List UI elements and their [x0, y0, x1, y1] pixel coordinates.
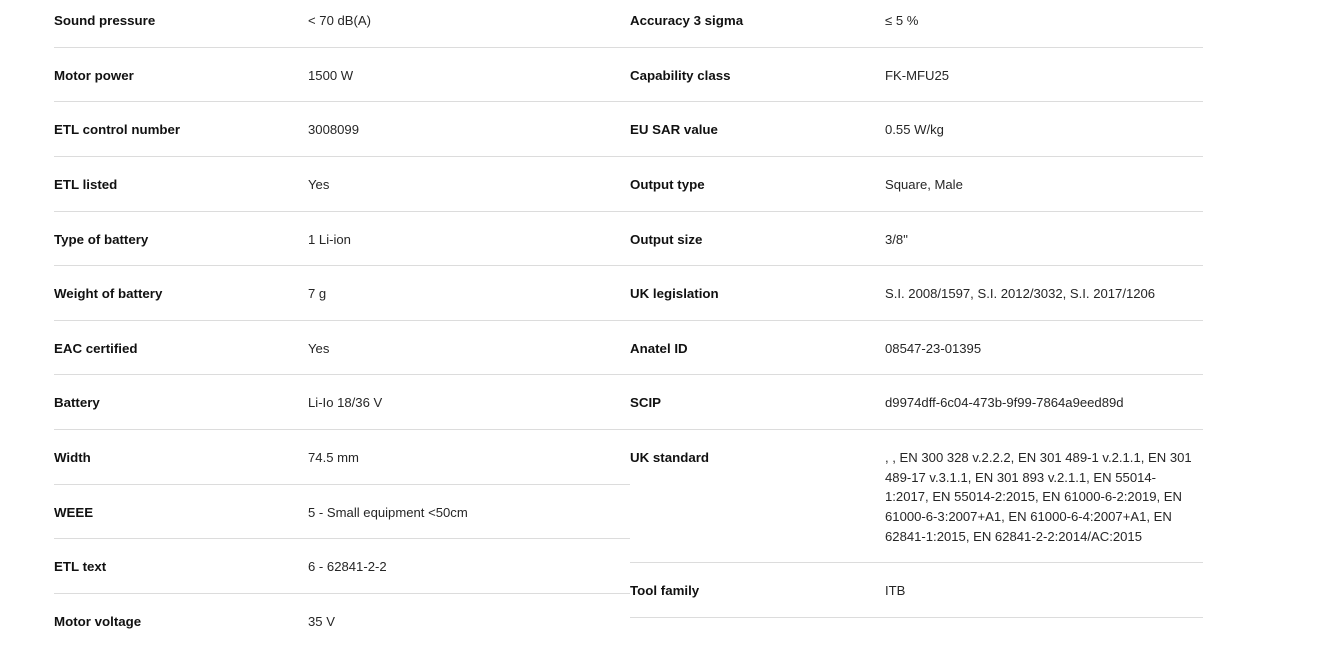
spec-label: Type of battery — [54, 231, 149, 247]
spec-label: Accuracy 3 sigma — [630, 13, 744, 28]
spec-value: 74.5 mm — [308, 450, 359, 466]
spec-value: , , EN 300 328 v.2.2.2, EN 301 489-1 v.2.1.1, EN 301 489-17 v.3.1.1, EN 301 893 v.2.1.1, EN 55014-1:2017, EN 55014-2:2015, EN 61000-6-2:2019, EN 61000-6-3:2007+A1, EN 61000-6-4:2007+A1, EN 62841-1:2015, EN 62841-2-2:2014/AC:2015 — [885, 450, 1192, 544]
table-row — [630, 321, 1203, 376]
table-row — [630, 375, 1203, 430]
spec-value: 0.55 W/kg — [885, 122, 944, 138]
table-row — [630, 48, 1203, 103]
spec-label: Output size — [630, 231, 703, 247]
spec-value: < 70 dB(A) — [308, 13, 371, 28]
spec-label: WEEE — [54, 504, 94, 520]
table-row — [630, 266, 1203, 321]
table-row — [630, 430, 1203, 563]
spec-label: ETL control number — [54, 122, 181, 138]
spec-value: ≤ 5 % — [885, 13, 919, 28]
spec-label: ETL listed — [54, 176, 118, 192]
table-row — [630, 563, 1203, 618]
spec-value: 08547-23-01395 — [885, 340, 982, 356]
spec-value: 7 g — [308, 286, 327, 302]
spec-label: Output type — [630, 176, 705, 192]
spec-label: Anatel ID — [630, 340, 688, 356]
spec-value: Yes — [308, 176, 330, 192]
spec-label: Motor voltage — [54, 614, 142, 630]
spec-label: Tool family — [630, 583, 700, 599]
spec-value: 1 Li-ion — [308, 231, 351, 247]
spec-label: Motor power — [54, 67, 134, 83]
table-row — [630, 157, 1203, 212]
spec-label: Battery — [54, 395, 100, 411]
table-row — [630, 102, 1203, 157]
spec-label: UK standard — [630, 450, 710, 466]
table-row — [630, 0, 1203, 48]
spec-value: 3008099 — [308, 122, 359, 138]
spec-value: ITB — [885, 583, 906, 599]
spec-value: FK-MFU25 — [885, 67, 950, 83]
spec-label: ETL text — [54, 559, 107, 575]
spec-value: 3/8" — [885, 231, 908, 247]
spec-value: 6 - 62841-2-2 — [308, 559, 387, 575]
spec-label: Sound pressure — [54, 13, 156, 28]
spec-value: Yes — [308, 340, 330, 356]
table-row — [630, 212, 1203, 267]
spec-label: UK legislation — [630, 286, 719, 302]
spec-label: EU SAR value — [630, 122, 718, 138]
spec-label: Capability class — [630, 67, 731, 83]
spec-label: Width — [54, 450, 91, 466]
spec-value: Li-Io 18/36 V — [308, 395, 383, 411]
spec-label: SCIP — [630, 395, 662, 411]
spec-value: Square, Male — [885, 176, 963, 192]
spec-value: 35 V — [308, 614, 335, 630]
spec-label: Weight of battery — [54, 286, 163, 302]
spec-label: EAC certified — [54, 340, 138, 356]
right-spec-table — [630, 0, 1203, 618]
spec-value: 1500 W — [308, 67, 354, 83]
spec-value: S.I. 2008/1597, S.I. 2012/3032, S.I. 2017/1206 — [885, 286, 1156, 302]
spec-value: 5 - Small equipment <50cm — [308, 504, 468, 520]
spec-value: d9974dff-6c04-473b-9f99-7864a9eed89d — [885, 395, 1124, 411]
